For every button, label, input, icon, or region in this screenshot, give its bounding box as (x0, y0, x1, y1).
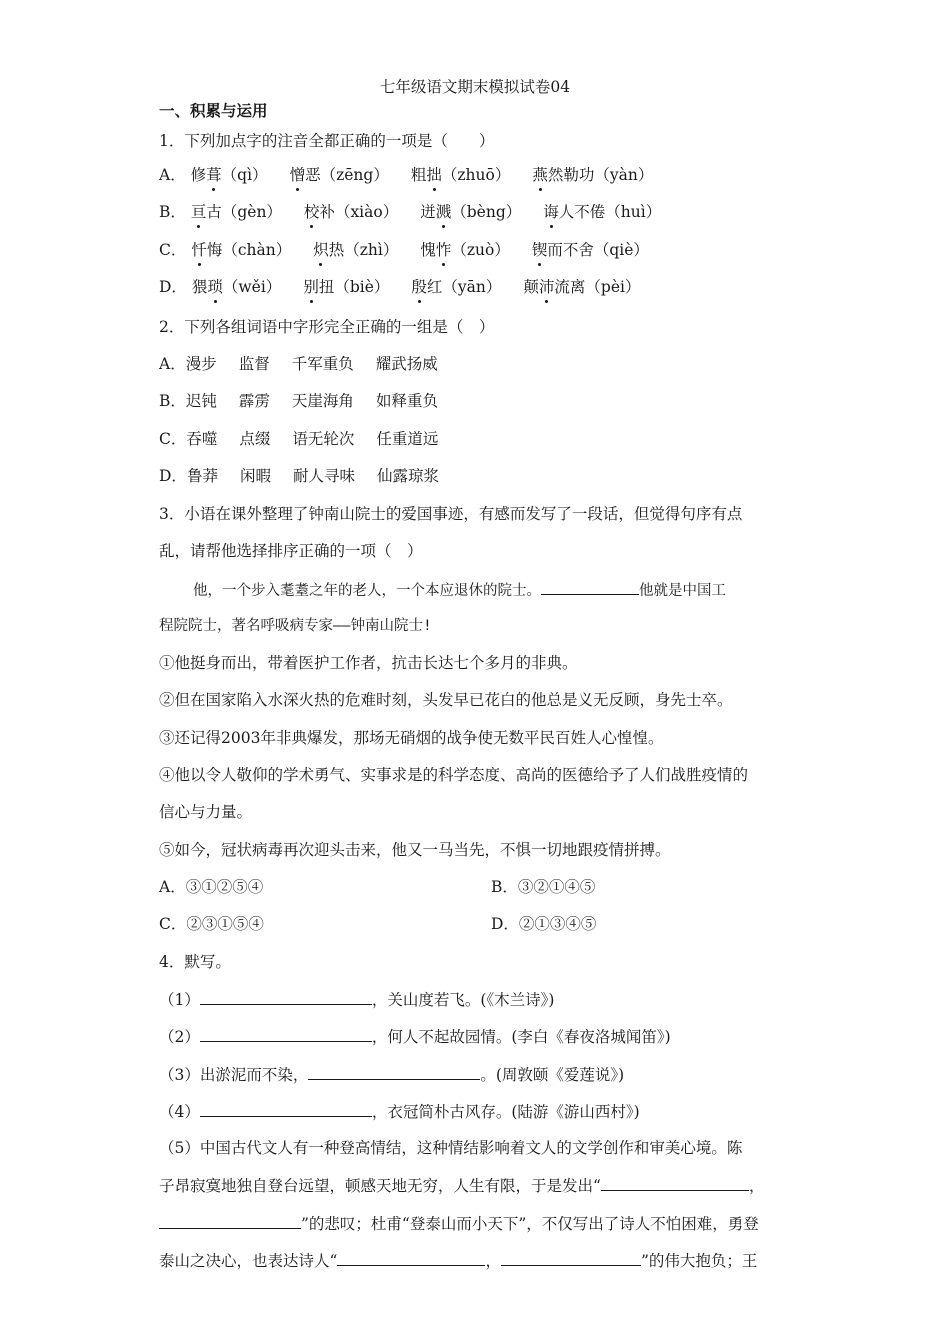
q3-stem-line2: 乱，请帮他选择排序正确的一项（ ） (159, 542, 423, 560)
word: 霹雳 (238, 392, 270, 410)
q4-item-1 (159, 989, 554, 1010)
word: 点缀 (239, 430, 271, 448)
q2-option-d (159, 466, 439, 486)
word (290, 165, 389, 185)
option-label: D． (159, 467, 187, 485)
text-fragment: 人不倦（huì） (558, 203, 662, 221)
q3-passage-line2: 程院院士，著名呼吸病专家——钟南山院士! (159, 618, 432, 634)
q3-option-b: B．③②①④⑤ (491, 878, 596, 896)
q1-option-b (159, 202, 661, 222)
text-fragment: （bèng） (451, 203, 522, 221)
q4-item-5-line4 (159, 1250, 757, 1271)
q3-passage-line1 (193, 579, 726, 601)
q3-option-c: C．②③①⑤④ (159, 915, 264, 933)
dotted-char: 沛 (538, 278, 555, 296)
option-label: D． (159, 278, 187, 296)
text-fragment: 流离（pèi） (554, 278, 641, 296)
text-fragment: 愧 (420, 241, 436, 259)
q3-option-a: A．③①②⑤④ (159, 878, 264, 896)
text-fragment: ， (485, 1252, 501, 1270)
option-label: A． (159, 355, 186, 373)
q4-item-5-line1: （5）中国古代文人有一种登高情结，这种情结影响着文人的文学创作和审美心境。陈 (159, 1139, 743, 1157)
q4-item-2 (159, 1026, 671, 1047)
text-fragment: 热（zhì） (328, 241, 399, 259)
text-fragment: 他就是中国工 (639, 583, 726, 599)
word: 任重道远 (376, 430, 439, 448)
word (411, 165, 511, 185)
word (313, 240, 398, 260)
answer-blank[interactable] (159, 1213, 301, 1229)
q3-option-d: D．②①③④⑤ (491, 915, 597, 933)
text-fragment: 颠 (523, 278, 539, 296)
text-fragment: （qì） (221, 166, 268, 184)
dotted-char: 锲 (531, 241, 548, 259)
answer-blank[interactable] (501, 1250, 641, 1266)
dotted-char: 忏 (191, 241, 207, 259)
answer-blank[interactable] (200, 1026, 372, 1042)
q1-option-d (159, 277, 640, 297)
q2-option-a (159, 354, 438, 374)
q3-sentence-2: ②但在国家陷入水深火热的危难时刻，头发早已花白的他总是义无反顾，身先士卒。 (159, 691, 733, 709)
word: 天崖海角 (291, 392, 354, 410)
exam-title: 七年级语文期末模拟试卷04 (379, 78, 571, 96)
dotted-char: 别 (303, 278, 319, 296)
dotted-char: 亘 (190, 203, 207, 221)
q3-sentence-3: ③还记得2003年非典爆发，那场无硝烟的战争使无数平民百姓人心惶惶。 (159, 729, 664, 747)
word (543, 202, 661, 222)
word (191, 202, 282, 222)
option-label: B． (159, 203, 186, 221)
option-label: B． (159, 392, 186, 410)
q4-item-5-line2 (159, 1175, 764, 1196)
word (191, 240, 291, 260)
q1-option-a (159, 165, 653, 185)
text-fragment: ”的悲叹；杜甫“登泰山而小天下”，不仅写出了诗人不怕困难，勇登 (301, 1215, 759, 1233)
text-fragment: 粗 (410, 166, 427, 184)
text-fragment: 迸 (420, 203, 436, 221)
answer-blank[interactable] (308, 1064, 480, 1080)
text-fragment: 然勒功（yàn） (547, 166, 654, 184)
text-fragment: ，何人不起故园情。(李白《春夜洛城闻笛》) (371, 1028, 671, 1046)
q4-stem: 4．默写。 (159, 953, 231, 971)
q2-stem: 2．下列各组词语中字形完全正确的一组是（ ） (159, 318, 495, 336)
dotted-char: 溅 (435, 203, 452, 221)
q2-option-b (159, 391, 438, 411)
word: 如释重负 (375, 392, 438, 410)
answer-blank[interactable] (601, 1175, 749, 1191)
word (420, 240, 510, 260)
q4-item-5-line3 (159, 1213, 759, 1234)
answer-blank[interactable] (541, 579, 639, 595)
answer-blank[interactable] (337, 1250, 485, 1266)
word (192, 277, 281, 297)
option-label: A． (159, 166, 186, 184)
word (420, 202, 521, 222)
text-fragment: 子昂寂寞地独自登台远望，顿感天地无穷，人生有限，于是发出“ (159, 1177, 601, 1195)
dotted-char: 校 (303, 203, 320, 221)
q3-sentence-4-line2: 信心与力量。 (159, 803, 253, 821)
text-fragment: （3）出淤泥而不染， (159, 1066, 309, 1084)
answer-blank[interactable] (200, 989, 372, 1005)
q4-item-3 (159, 1064, 624, 1085)
dotted-char: 憎 (289, 166, 306, 184)
text-fragment: ，衣冠简朴古风存。(陆游《游山西村》) (371, 1103, 640, 1121)
word: 鲁莽 (186, 467, 218, 485)
word: 漫步 (185, 355, 217, 373)
text-fragment: （4） (159, 1103, 200, 1121)
word: 监督 (238, 355, 270, 373)
text-fragment: 悔（chàn） (206, 241, 292, 259)
text-fragment: 扭（biè） (318, 278, 390, 296)
q2-option-c (159, 429, 438, 449)
q3-stem-line1: 3．小语在课外整理了钟南山院士的爱国事迹，有感而发写了一段话，但觉得句序有点 (159, 505, 743, 523)
text-fragment: ，关山度若飞。(《木兰诗》) (371, 991, 555, 1009)
text-fragment: ”的伟大抱负；王 (640, 1252, 758, 1270)
option-label: C． (159, 241, 187, 259)
text-fragment: 猥 (191, 278, 208, 296)
text-fragment: 红（yān） (426, 278, 502, 296)
dotted-char: 琐 (207, 278, 223, 296)
q3-sentence-4-line1: ④他以令人敬仰的学术勇气、实事求是的科学态度、高尚的医德给予了人们战胜疫情的 (159, 766, 749, 784)
word (304, 202, 398, 222)
text-fragment: （2） (159, 1028, 200, 1046)
dotted-char: 诲 (543, 203, 559, 221)
word: 耀武扬威 (375, 355, 438, 373)
word (191, 165, 268, 185)
section-heading: 一、积累与运用 (159, 101, 268, 120)
word: 迟钝 (185, 392, 217, 410)
word (532, 165, 653, 185)
word: 闲暇 (239, 467, 271, 485)
q1-option-c (159, 240, 649, 260)
q4-item-4 (159, 1101, 640, 1122)
text-fragment: 他，一个步入耄耋之年的老人，一个本应退休的院士。 (193, 583, 541, 599)
text-fragment: 补（xiào） (319, 203, 399, 221)
q3-sentence-1: ①他挺身而出，带着医护工作者，抗击长达七个多月的非典。 (159, 654, 578, 672)
word (411, 277, 501, 297)
text-fragment: 而不舍（qiè） (547, 241, 649, 259)
text-fragment: （1） (159, 991, 200, 1009)
answer-blank[interactable] (200, 1101, 372, 1117)
dotted-char: 殷 (411, 278, 427, 296)
dotted-char: 怍 (435, 241, 452, 259)
text-fragment: （zhuō） (441, 166, 511, 184)
text-fragment: （wěi） (222, 278, 282, 296)
text-fragment: 恶（zēng） (305, 166, 389, 184)
word: 语无轮次 (292, 430, 355, 448)
text-fragment: 泰山之决心，也表达诗人“ (159, 1252, 338, 1270)
text-fragment: 。(周敦颐《爱莲说》) (480, 1066, 625, 1084)
text-fragment: 修 (190, 166, 207, 184)
word (532, 240, 649, 260)
q1-stem: 1．下列加点字的注音全都正确的一项是（ ） (159, 132, 495, 150)
dotted-char: 燕 (532, 166, 548, 184)
word: 千军重负 (291, 355, 354, 373)
text-fragment: ， (748, 1177, 765, 1195)
dotted-char: 葺 (206, 166, 222, 184)
word (523, 277, 640, 297)
word: 仙露琼浆 (376, 467, 439, 485)
word (303, 277, 389, 297)
q3-sentence-5: ⑤如今，冠状病毒再次迎头击来，他又一马当先，不惧一切地跟疫情拼搏。 (159, 841, 671, 859)
option-label: C． (159, 430, 187, 448)
text-fragment: 古（gèn） (206, 203, 282, 221)
word: 耐人寻味 (292, 467, 355, 485)
dotted-char: 拙 (426, 166, 442, 184)
text-fragment: （zuò） (451, 241, 510, 259)
dotted-char: 炽 (313, 241, 329, 259)
word: 吞噬 (186, 430, 218, 448)
